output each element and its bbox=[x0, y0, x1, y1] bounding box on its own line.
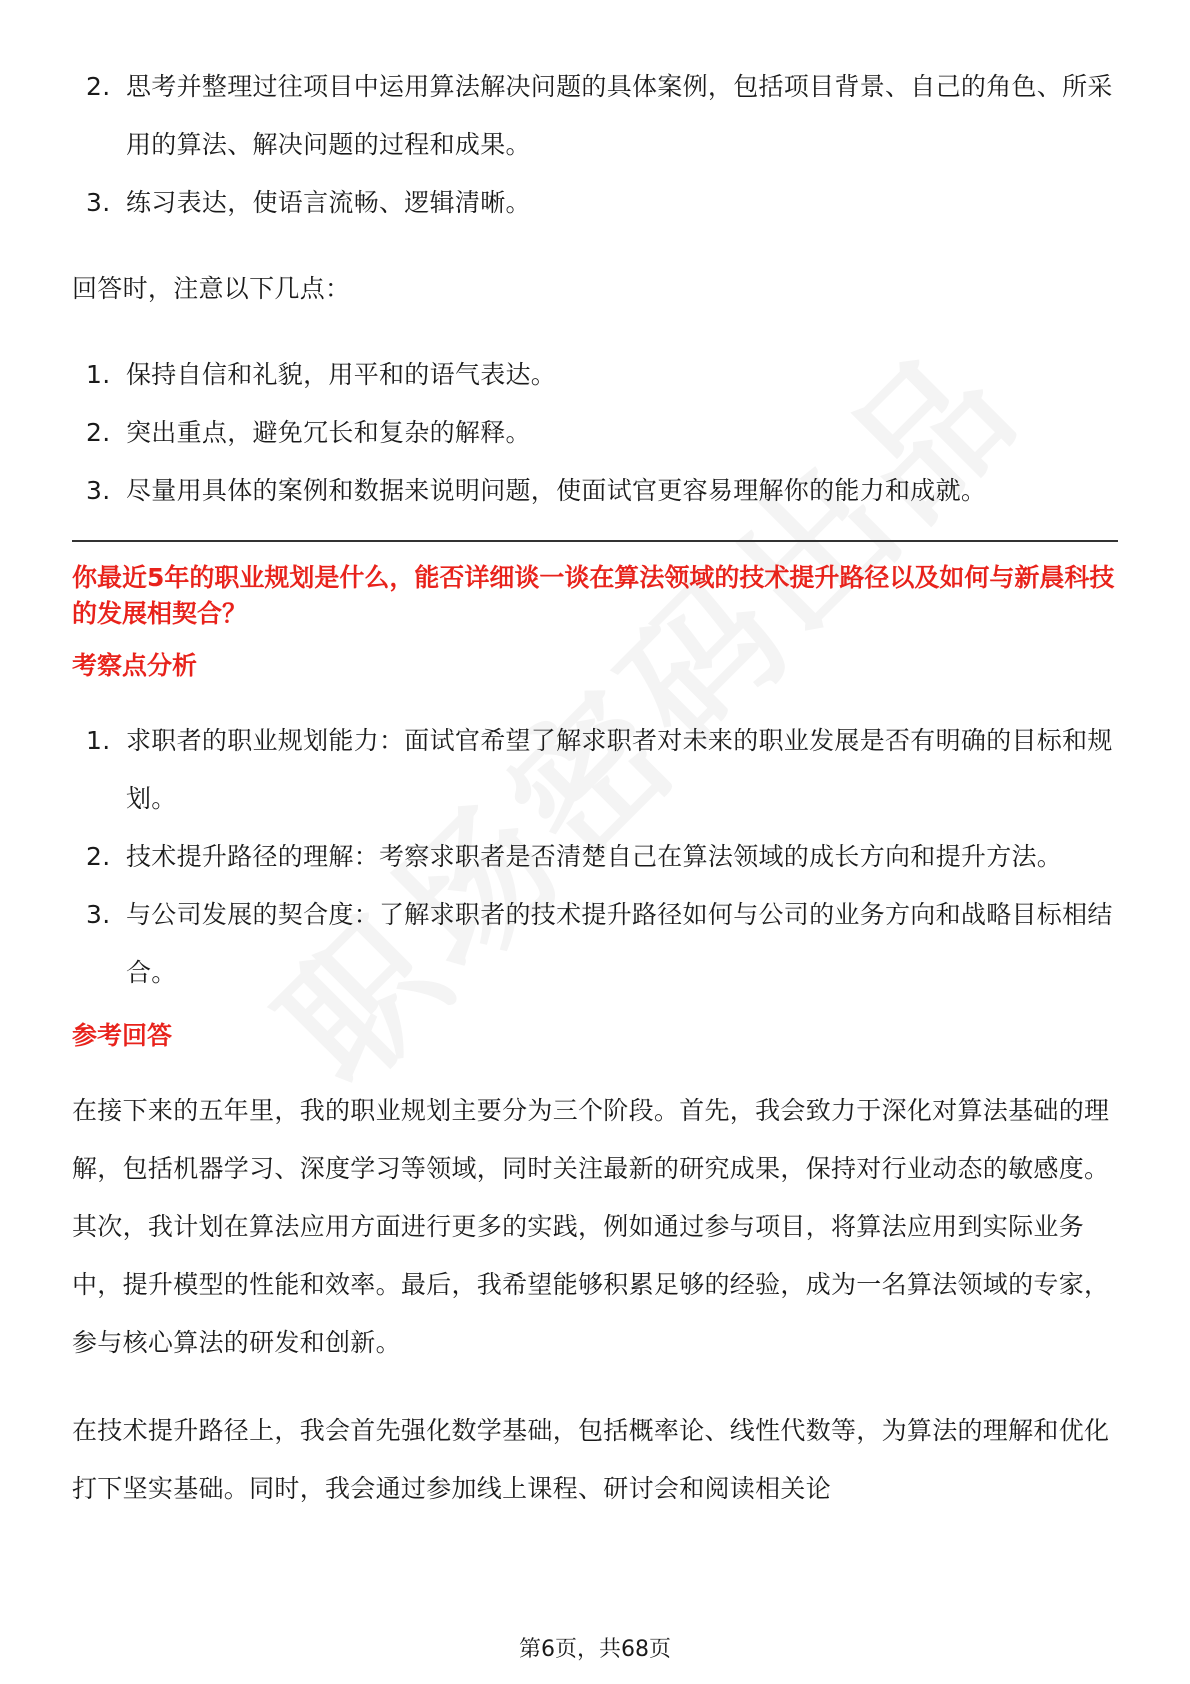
list-item-text: 与公司发展的契合度：了解求职者的技术提升路径如何与公司的业务方向和战略目标相结合。 bbox=[126, 900, 1113, 987]
list-item-number: 3. bbox=[86, 188, 111, 217]
answer-tips-list bbox=[72, 346, 1118, 520]
list-item-text: 尽量用具体的案例和数据来说明问题，使面试官更容易理解你的能力和成就。 bbox=[126, 476, 987, 505]
answer-tips-intro: 回答时，注意以下几点： bbox=[72, 274, 351, 303]
list-item-text: 技术提升路径的理解：考察求职者是否清楚自己在算法领域的成长方向和提升方法。 bbox=[126, 842, 1063, 871]
list-item bbox=[72, 58, 1118, 174]
list-item-text: 求职者的职业规划能力：面试官希望了解求职者对未来的职业发展是否有明确的目标和规划。 bbox=[126, 726, 1113, 813]
reference-paragraph: 在接下来的五年里，我的职业规划主要分为三个阶段。首先，我会致力于深化对算法基础的理解，包括机器学习、深度学习等领域，同时关注最新的研究成果，保持对行业动态的敏感度。其次，我计划在算法应用方面进行更多的实践，例如通过参与项目，将算法应用到实际业务中，提升模型的性能和效率。最后，我希望能够积累足够的经验，成为一名算法领域的专家，参与核心算法的研发和创新。 bbox=[72, 1096, 1110, 1357]
page-number-footer: 第6页，共68页 bbox=[519, 1637, 671, 1662]
list-item-text: 练习表达，使语言流畅、逻辑清晰。 bbox=[126, 188, 531, 217]
list-item bbox=[72, 174, 1118, 232]
page-content bbox=[72, 58, 1118, 1518]
interview-question: 你最近5年的职业规划是什么，能否详细谈一谈在算法领域的技术提升路径以及如何与新晨科技的发展相契合？ bbox=[72, 563, 1115, 628]
reference-paragraph: 在技术提升路径上，我会首先强化数学基础，包括概率论、线性代数等，为算法的理解和优化打下坚实基础。同时，我会通过参加线上课程、研讨会和阅读相关论 bbox=[72, 1416, 1110, 1503]
list-item-number: 2. bbox=[86, 418, 111, 447]
list-item-number: 1. bbox=[86, 360, 111, 389]
list-item-number: 2. bbox=[86, 842, 111, 871]
preparation-list bbox=[72, 58, 1118, 232]
list-item bbox=[72, 346, 1118, 404]
list-item-number: 1. bbox=[86, 726, 111, 755]
list-item bbox=[72, 886, 1118, 1002]
list-item bbox=[72, 828, 1118, 886]
list-item-text: 思考并整理过往项目中运用算法解决问题的具体案例，包括项目背景、自己的角色、所采用的算法、解决问题的过程和成果。 bbox=[126, 72, 1113, 159]
analysis-list bbox=[72, 712, 1118, 1002]
reference-answer-heading: 参考回答 bbox=[72, 1021, 173, 1050]
list-item bbox=[72, 712, 1118, 828]
list-item-number: 3. bbox=[86, 900, 111, 929]
analysis-heading: 考察点分析 bbox=[72, 651, 198, 680]
list-item bbox=[72, 404, 1118, 462]
list-item-number: 2. bbox=[86, 72, 111, 101]
list-item-number: 3. bbox=[86, 476, 111, 505]
list-item-text: 突出重点，避免冗长和复杂的解释。 bbox=[126, 418, 531, 447]
list-item-text: 保持自信和礼貌，用平和的语气表达。 bbox=[126, 360, 557, 389]
list-item bbox=[72, 462, 1118, 520]
section-divider bbox=[72, 540, 1118, 542]
